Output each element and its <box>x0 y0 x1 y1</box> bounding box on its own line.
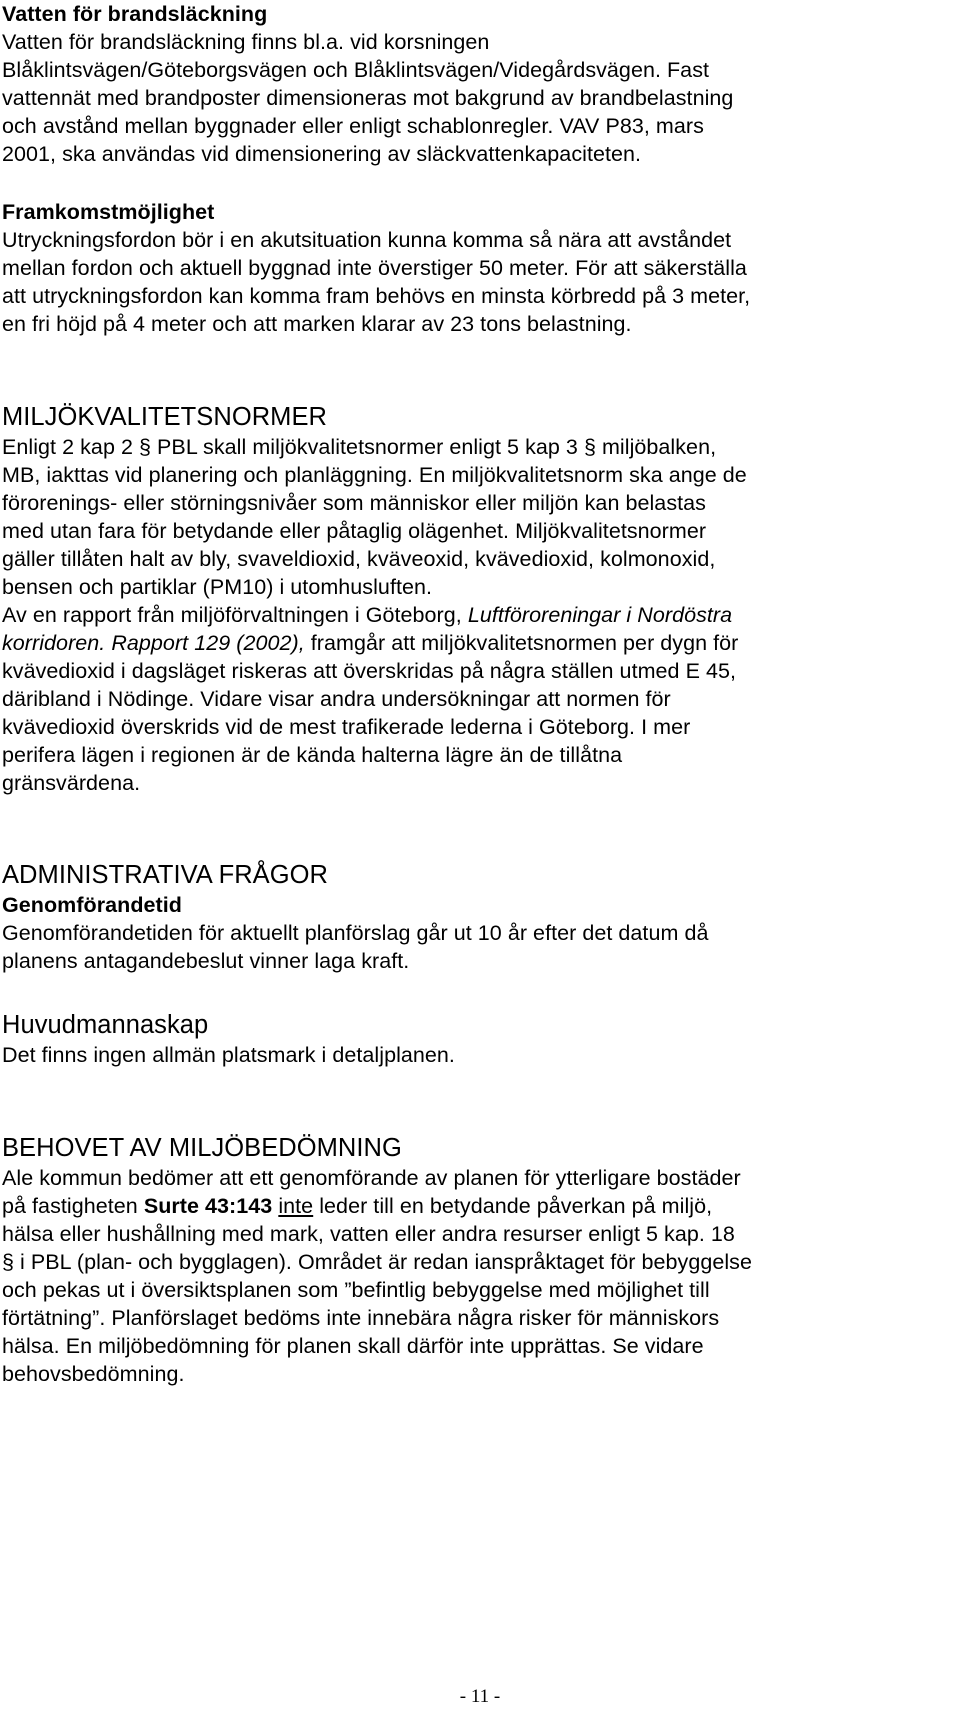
framkomst-line-3: att utryckningsfordon kan komma fram behövs en minsta körbredd på 3 meter, <box>2 284 751 308</box>
miljo-line-9: kvävedioxid i dagsläget riskeras att överskridas på några ställen utmed E 45, <box>2 659 737 683</box>
underlined-inte: inte <box>278 1194 314 1218</box>
behov-line-3: hälsa eller hushållning med mark, vatten eller andra resurser enligt 5 kap. 18 <box>2 1222 735 1246</box>
miljo-line-7-text: Av en rapport från miljöförvaltningen i Göteborg, <box>2 603 468 627</box>
framkomst-line-4: en fri höjd på 4 meter och att marken klarar av 23 tons belastning. <box>2 312 632 336</box>
miljo-line-5: gäller tillåten halt av bly, svaveldioxid, kväveoxid, kvävedioxid, kolmonoxid, <box>2 547 716 571</box>
section-heading-miljokvalitetsnormer: MILJÖKVALITETSNORMER <box>2 403 327 431</box>
subheading-huvudmannaskap: Huvudmannaskap <box>2 1011 209 1039</box>
subheading-genomforandetid: Genomförandetid <box>2 893 182 917</box>
miljo-line-6: bensen och partiklar (PM10) i utomhusluften. <box>2 575 433 599</box>
behov-line-2 <box>2 1192 712 1220</box>
miljo-line-10: däribland i Nödinge. Vidare visar andra undersökningar att normen för <box>2 687 671 711</box>
section-heading-vatten: Vatten för brandsläckning <box>2 2 268 26</box>
framkomst-line-2: mellan fordon och aktuell byggnad inte överstiger 50 meter. För att säkerställa <box>2 256 747 280</box>
behov-line-5: och pekas ut i översiktsplanen som ”befintlig bebyggelse med möjlighet till <box>2 1278 710 1302</box>
miljo-line-4: med utan fara för betydande eller påtaglig olägenhet. Miljökvalitetsnormer <box>2 519 707 543</box>
vatten-line-5: 2001, ska användas vid dimensionering av släckvattenkapaciteten. <box>2 142 642 166</box>
genomforandetid-line-2: planens antagandebeslut vinner laga kraft. <box>2 949 410 973</box>
behov-line-2-rest: leder till en betydande påverkan på miljö, <box>313 1194 713 1218</box>
page-number: - 11 - <box>459 1686 501 1707</box>
vatten-line-3: vattennät med brandposter dimensioneras mot bakgrund av brandbelastning <box>2 86 734 110</box>
property-designation: Surte 43:143 <box>143 1194 273 1218</box>
miljo-line-13: gränsvärdena. <box>2 771 141 795</box>
miljo-line-1: Enligt 2 kap 2 § PBL skall miljökvalitetsnormer enligt 5 kap 3 § miljöbalken, <box>2 435 717 459</box>
section-heading-behovet: BEHOVET AV MILJÖBEDÖMNING <box>2 1134 402 1162</box>
behov-line-4: § i PBL (plan- och bygglagen). Området är redan ianspråktaget för bebyggelse <box>2 1250 752 1274</box>
miljo-line-11: kvävedioxid överskrids vid de mest trafikerade lederna i Göteborg. I mer <box>2 715 691 739</box>
miljo-line-12: perifera lägen i regionen är de kända halterna lägre än de tillåtna <box>2 743 623 767</box>
miljo-line-7 <box>2 601 732 629</box>
behov-line-7: hälsa. En miljöbedömning för planen skall därför inte upprättas. Se vidare <box>2 1334 704 1358</box>
vatten-line-1: Vatten för brandsläckning finns bl.a. vid korsningen <box>2 30 490 54</box>
behov-line-1: Ale kommun bedömer att ett genomförande av planen för ytterligare bostäder <box>2 1166 741 1190</box>
report-title-italic-cont: korridoren. Rapport 129 (2002), <box>2 631 305 655</box>
vatten-line-4: och avstånd mellan byggnader eller enligt schablonregler. VAV P83, mars <box>2 114 704 138</box>
huvudmannaskap-line-1: Det finns ingen allmän platsmark i detaljplanen. <box>2 1043 455 1067</box>
genomforandetid-line-1: Genomförandetiden för aktuellt planförslag går ut 10 år efter det datum då <box>2 921 709 945</box>
vatten-line-2: Blåklintsvägen/Göteborgsvägen och Blåklintsvägen/Videgårdsvägen. Fast <box>2 58 710 82</box>
miljo-line-3: förorenings- eller störningsnivåer som människor eller miljön kan belastas <box>2 491 706 515</box>
miljo-line-8-text: framgår att miljökvalitetsnormen per dygn för <box>304 631 739 655</box>
miljo-line-2: MB, iakttas vid planering och planläggning. En miljökvalitetsnorm ska ange de <box>2 463 747 487</box>
behov-line-2-text: på fastigheten <box>2 1194 144 1218</box>
report-title-italic: Luftföroreningar i Nordöstra <box>467 603 733 627</box>
section-heading-framkomst: Framkomstmöjlighet <box>2 200 215 224</box>
behov-line-6: förtätning”. Planförslaget bedöms inte innebära några risker för människors <box>2 1306 720 1330</box>
framkomst-line-1: Utryckningsfordon bör i en akutsituation kunna komma så nära att avståndet <box>2 228 732 252</box>
miljo-line-8 <box>2 629 738 657</box>
section-heading-administrativa: ADMINISTRATIVA FRÅGOR <box>2 861 328 889</box>
behov-line-8: behovsbedömning. <box>2 1362 185 1386</box>
